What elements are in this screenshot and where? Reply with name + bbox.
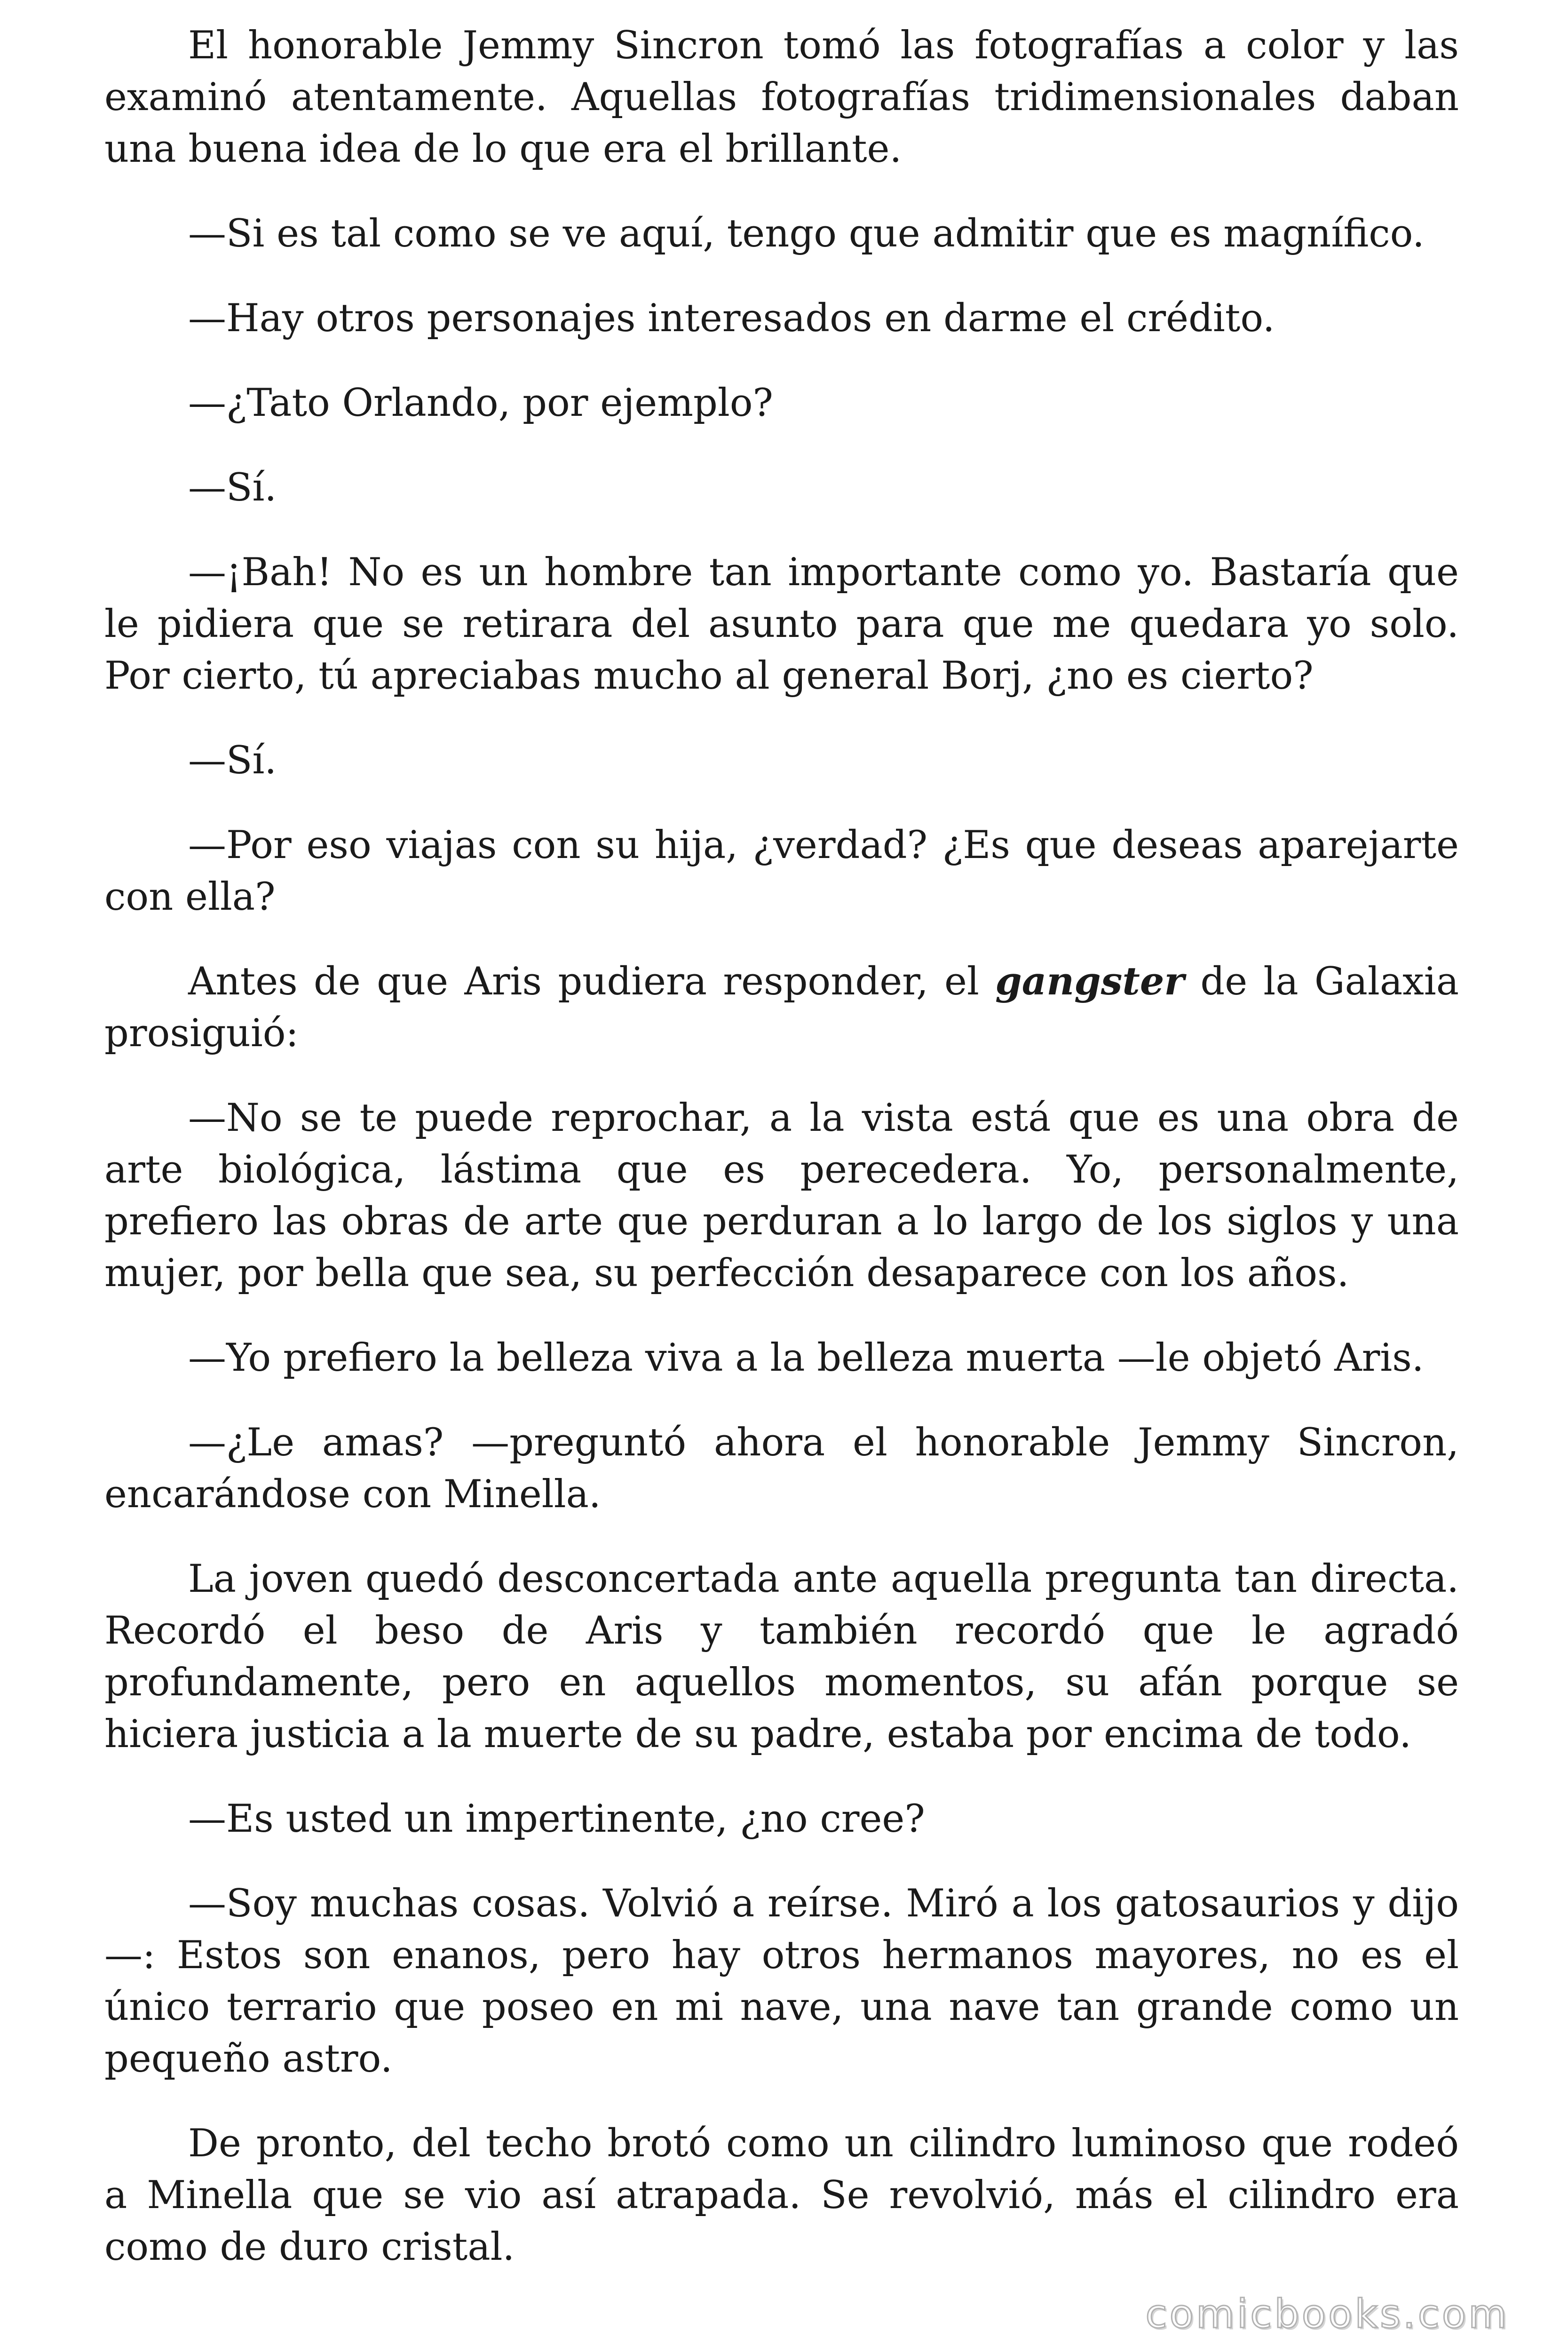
dialogue-line: —¿Tato Orlando, por ejemplo? bbox=[188, 381, 773, 425]
dialogue-line: —Es usted un impertinente, ¿no cree? bbox=[188, 1797, 925, 1841]
dialogue-line: —Si es tal como se ve aquí, tengo que admitir que es magnífico. bbox=[188, 212, 1425, 256]
dialogue-line: —Hay otros personajes interesados en darme el crédito. bbox=[188, 296, 1275, 341]
watermark: comicbooks.com bbox=[1145, 2291, 1509, 2337]
paragraph: La joven quedó desconcertada ante aquella pregunta tan directa. Recordó el beso de Aris y también recordó que le agradó profundamente, pero en aquellos momentos, su afán porque se hiciera justicia a la muerte de su padre, estaba por encima de todo. bbox=[104, 1557, 1459, 1756]
book-page-text bbox=[104, 20, 1459, 2306]
dialogue-line: —¿Le amas? —preguntó ahora el honorable Jemmy Sincron, encarándose con Minella. bbox=[104, 1421, 1459, 1517]
paragraph: De pronto, del techo brotó como un cilindro luminoso que rodeó a Minella que se vio así atrapada. Se revolvió, más el cilindro era como de duro cristal. bbox=[104, 2122, 1459, 2269]
dialogue-line: —Soy muchas cosas. Volvió a reírse. Miró a los gatosaurios y dijo —: Estos son enanos, pero hay otros hermanos mayores, no es el único terrario que poseo en mi nave, una nave tan grande como un pequeño astro. bbox=[104, 1882, 1459, 2081]
dialogue-line: —Por eso viajas con su hija, ¿verdad? ¿Es que deseas aparejarte con ella? bbox=[104, 823, 1459, 919]
dialogue-line: —Yo prefiero la belleza viva a la belleza muerta —le objetó Aris. bbox=[188, 1336, 1424, 1380]
emphasized-word: gangster bbox=[995, 959, 1185, 1004]
dialogue-line: —Sí. bbox=[188, 466, 277, 510]
dialogue-line: —¡Bah! No es un hombre tan importante como yo. Bastaría que le pidiera que se retirara del asunto para que me quedara yo solo. Por cierto, tú apreciabas mucho al general Borj, ¿no es cierto? bbox=[104, 550, 1459, 698]
dialogue-line: —No se te puede reprochar, a la vista está que es una obra de arte biológica, lástima que es perecedera. Yo, personalmente, prefiero las obras de arte que perduran a lo largo de los siglos y una mujer, por bella que sea, su perfección desaparece con los años. bbox=[104, 1096, 1459, 1295]
paragraph-text-before: Antes de que Aris pudiera responder, el bbox=[188, 960, 996, 1004]
paragraph-with-emphasis bbox=[104, 956, 1459, 1059]
dialogue-line: —Sí. bbox=[188, 739, 277, 783]
paragraph-text-after: de la Galaxia prosiguió: bbox=[104, 960, 1459, 1056]
paragraph: El honorable Jemmy Sincron tomó las fotografías a color y las examinó atentamente. Aquellas fotografías tridimensionales daban una buena idea de lo que era el brillante. bbox=[104, 24, 1459, 171]
